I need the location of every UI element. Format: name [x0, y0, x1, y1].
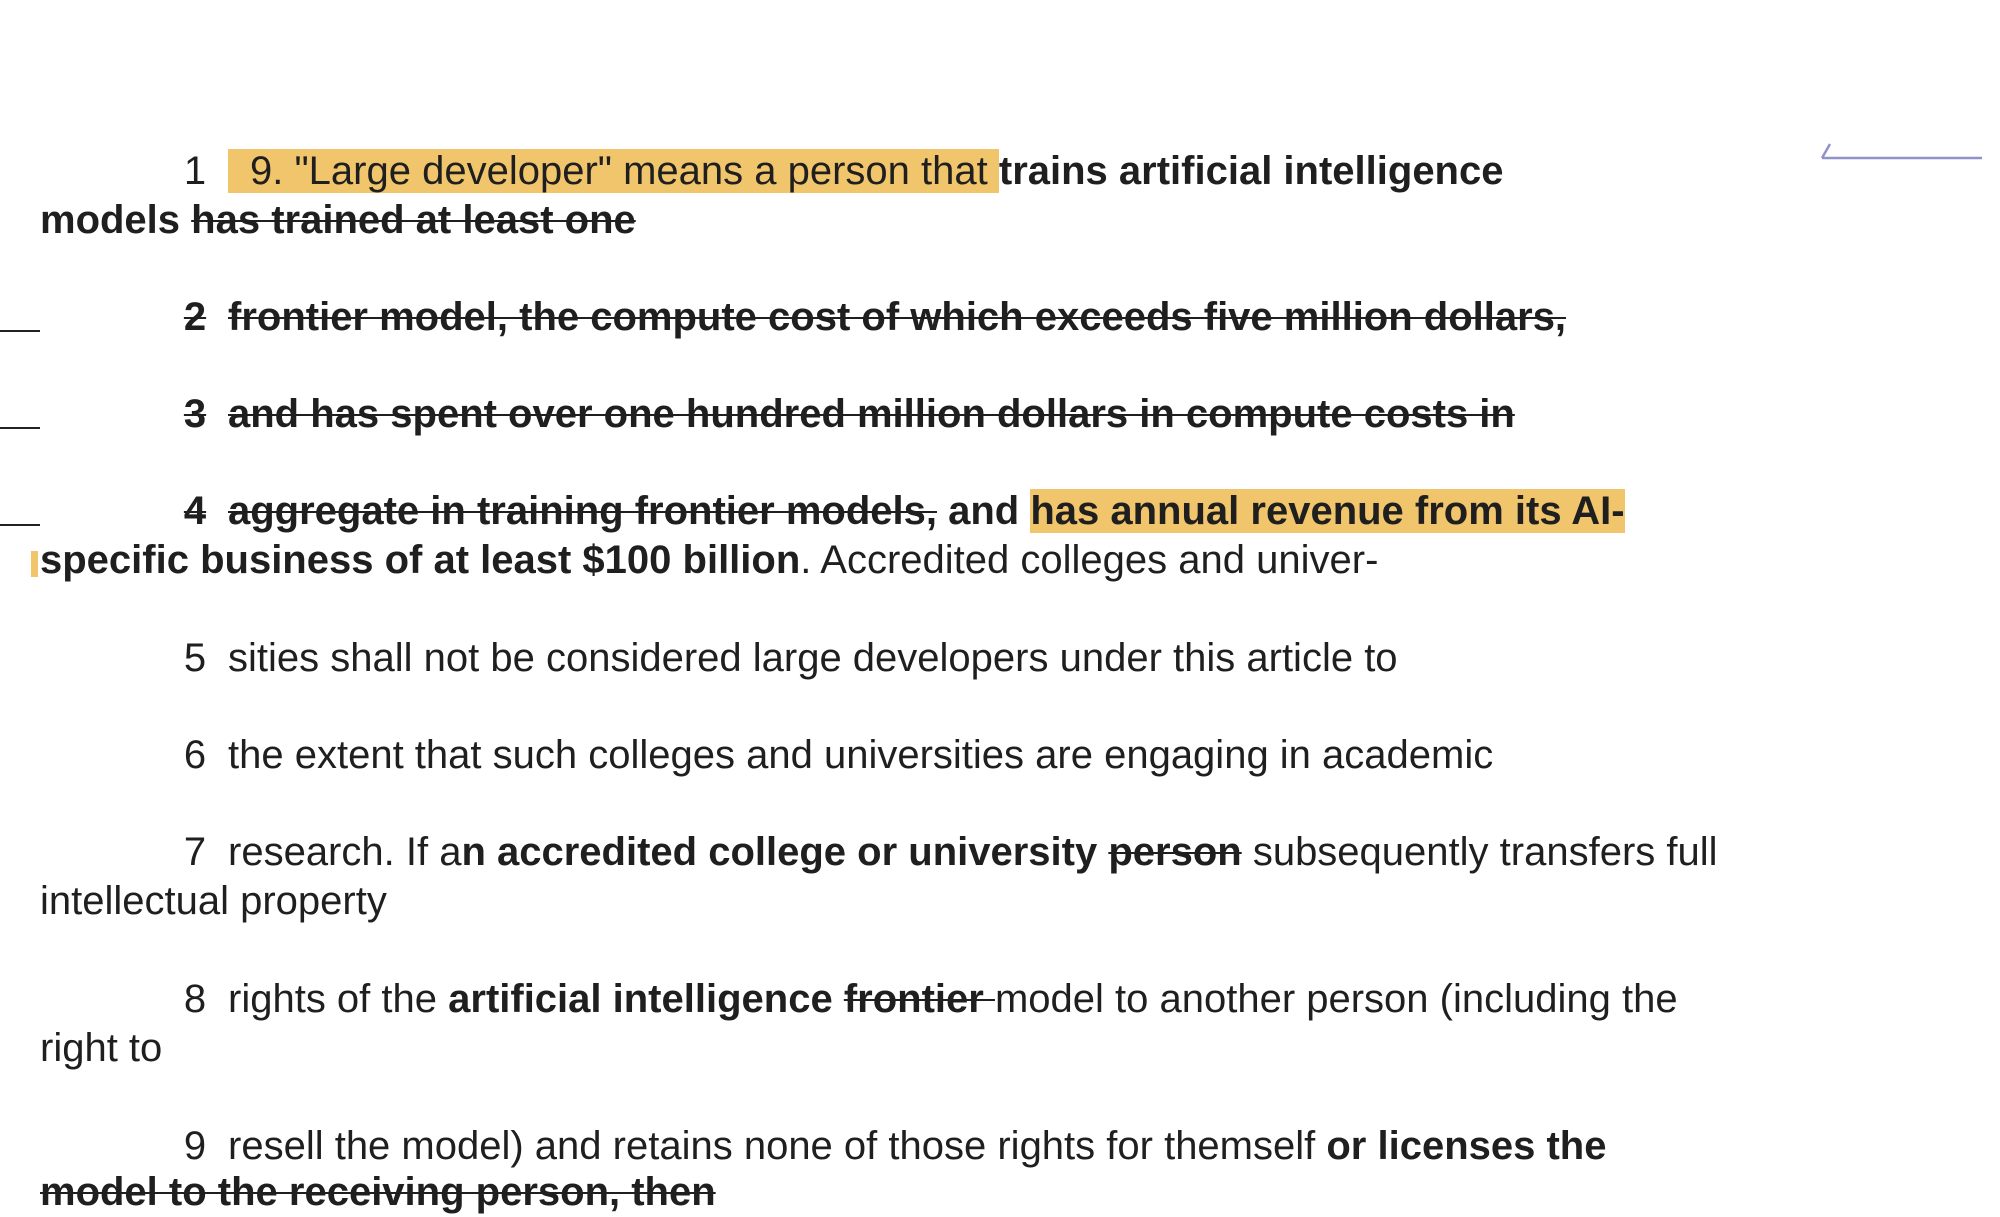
line-number: 9 [183, 1124, 207, 1168]
struck-text: frontier model, the compute cost of which exceeds five million dollars, [228, 295, 1567, 339]
line-7 [40, 828, 2000, 877]
struck-text: aggregate in training frontier models, [228, 489, 937, 533]
plain-text: model to another person (including the [994, 977, 1678, 1021]
plain-text: sities shall not be considered large developers under this article to [228, 636, 1398, 680]
line-number: 3 [183, 392, 207, 436]
line-4 [40, 487, 2000, 536]
line-1 [40, 147, 2000, 196]
highlight-mark [31, 551, 38, 577]
plain-text: research. If a [228, 830, 462, 874]
line-8 [40, 975, 2000, 1024]
plain-text: resell the model) and retains none of those rights for themself [228, 1124, 1327, 1168]
line-number: 4 [183, 489, 207, 533]
struck-text: frontier [843, 977, 995, 1021]
plain-text: intellectual property [40, 879, 387, 923]
line-8-continuation [40, 1024, 2000, 1073]
plain-text: subsequently transfers full [1241, 830, 1718, 874]
struck-text: model to the receiving person, then [40, 1170, 716, 1214]
line-number: 2 [183, 295, 207, 339]
inserted-text: or licenses the [1326, 1124, 1607, 1168]
inserted-text: specific business of at least $100 billion [40, 538, 801, 582]
line-number: 6 [183, 733, 207, 777]
line-9 [40, 1122, 2000, 1171]
line-3 [40, 390, 2000, 439]
plain-text: right to [40, 1026, 163, 1070]
line-number: 5 [183, 636, 207, 680]
line-1-continuation [40, 196, 2000, 245]
line-6 [40, 731, 2000, 780]
plain-text: . Accredited colleges and univer- [800, 538, 1379, 582]
line-7-continuation [40, 877, 2000, 926]
line-number: 7 [183, 830, 207, 874]
plain-text: the extent that such colleges and universities are engaging in academic [228, 733, 1494, 777]
struck-text: and has spent over one hundred million dollars in compute costs in [228, 392, 1515, 436]
line-5 [40, 634, 2000, 683]
plain-text: rights of the [228, 977, 449, 1021]
inserted-text: models [40, 198, 192, 242]
struck-text: has trained at least one [191, 198, 636, 242]
line-number: 1 [183, 149, 207, 193]
inserted-text: trains artificial intelligence [998, 149, 1504, 193]
line-number: 8 [183, 977, 207, 1021]
inserted-text: n accredited college or university [461, 830, 1109, 874]
struck-text: person [1108, 830, 1242, 874]
line-4-continuation [40, 536, 2000, 585]
inserted-text: artificial intelligence [448, 977, 844, 1021]
highlighted-inserted-text: has annual revenue from its AI- [1030, 489, 1625, 533]
line-2 [40, 293, 2000, 342]
line-9-continuation [40, 1168, 2000, 1217]
highlighted-definition: 9. "Large developer" means a person that [228, 149, 999, 193]
inserted-text: and [936, 489, 1031, 533]
